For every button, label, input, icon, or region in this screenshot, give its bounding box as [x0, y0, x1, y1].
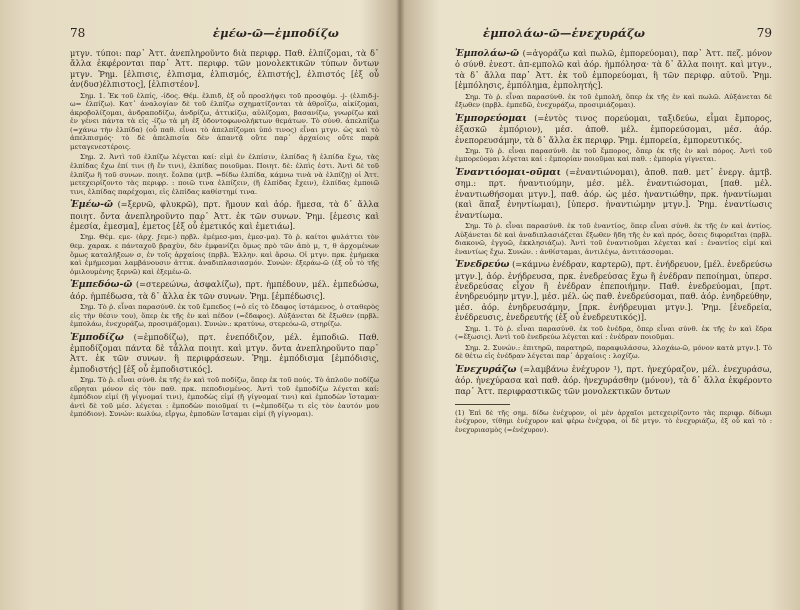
note-paragraph: Σημ. Τὸ ῥ. εἶναι παρασύνθ. ἐκ τοῦ ἐναντίος, ὅπερ εἶναι σύνθ. ἐκ τῆς ἐν καὶ ἀντίος. Αὐξάνεται δὲ καὶ ἀναδιπλασιάζεται ἔξωθεν ἤδη τῆς ἐν καὶ πρός, ὅσεις διφορεῖται (πρβλ. διακονῶ, ἐγγυῶ, ἐκκλησιάζω). Ἀντὶ τοῦ ἐναντιοῦμαι λέγεται καί : ἐναντίος εἰμί καὶ ἐναντίως ἔχω. Συνών. : ἀνθίσταμαι, ἀντιλέγω, ἀντιτάσσομαι.	[455, 222, 772, 256]
note-paragraph: Σημ. Τὸ ῥ. εἶναι σύνθ. ἐκ τῆς ἐν καὶ τοῦ ποδίζω, ὅπερ ἐκ τοῦ πούς. Τὸ ἁπλοῦν ποδίζω εὕρηται μόνον εἰς τὸν παθ. πρκ. πεποδισμένος. Ἀντὶ τοῦ ἐμποδίζω λέγεται καί: ἐμπόδιον εἰμί (ἢ γίγνομαί τινι), ἐμποδὼς εἰμί (ἢ γίγνομαί τινι) καὶ ἐμποδὼν ἵσταμαι· ἀντὶ δὲ τοῦ μέσ. λέγεται : ἐμποδὼν ποιοῦμαί τι (=ἐμποδίζω τι εἰς τὸν ἑαυτόν μου ἐμπόδιον). Συνών: κωλύω, εἴργω, ἐμποδὼν ἵσταμαι εἰμί (ἢ γίγνομαι).	[70, 376, 379, 419]
running-head: ἐμέω-ῶ—ἐμποδίζω	[212, 26, 339, 40]
note-paragraph: Σημ. 2. Ἀντὶ τοῦ ἐλπίζω λέγεται καί: εἰμὶ ἐν ἐλπίσιν, ἐλπίδας ἢ ἐλπίδα ἔχω, τὰς ἐλπίδας ἔχω ἐπί τινι (ἢ ἔν τινι), ἐλπίδας ποιοῦμαι. Ποιητ. δὲ: ἐλπὶς ἐστι. Ἀντὶ δὲ τοῦ ἐλπίζω ἢ τοῦ συνων. ποιητ. ἔολπα (μτβ. =δίδω ἐλπίδα, κάμνω τινὰ νὰ ἐλπίζῃ) οἱ Ἀττ. μετεχειρίζοντο τὰς περιφρ. : ποιῶ τινα ἐλπίζειν, (ἢ ἐλπίδας ἔχειν), ἐλπίδας ἐμποιῶ τινι, ἐλπίδας παρέχομαι, εἰς ἐλπίδας καθίστημί τινα.	[70, 153, 379, 196]
note-paragraph: Σημ. 1. Τὸ ῥ. εἶναι παρασύνθ. ἐκ τοῦ ἐνέδρα, ὅπερ εἶναι σύνθ. ἐκ τῆς ἐν καὶ ἕδρα (=ἔξωσις). Ἀντὶ τοῦ ἐνεδρεύω λέγεται καί : ἐνέδραν ποιοῦμαι.	[455, 324, 772, 342]
entry-continuation: μτγν. τύποι: παρ᾿ Ἀττ. ἀνεπληροῦντο διὰ περιφρ. Παθ. ἐλπίζομαι, τὰ δ᾿ ἄλλα ἐκφέρονται παρ᾿ Ἀττ. περιφρ. τῶν μονολεκτικῶν τύπων ὄντων μτγν. Ῥημ. [ἐλπισις, ἐλπισμα, ἐλπισμός, ἐλπιστής], ἐλπιστός [ἐξ οὗ ἀν(δυσ)έλπιστος], [ἐλπιστέον].	[70, 48, 379, 90]
page-header	[70, 26, 379, 40]
entry-text: (=ἐντὸς τινος πορεύομαι, ταξιδεύω, εἶμαι ἔμπορος, ἐξασκῶ ἐμπόριον), μέσ. ἀποθ. μέλ. ἐμπορεύσομαι, μέσ. ἀόρ. ἐνεπορευσάμην, τὰ δ᾿ ἄλλα ἐκ περιφρ. Ῥημ. ἐμπορεία, ἐμπορευτικός.	[455, 112, 773, 145]
page-header	[455, 26, 772, 40]
running-head: ἐμπολάω-ῶ—ἐνεχυράζω	[483, 26, 646, 40]
entry-text: (=κάμνω ἐνέδραν, καρτερῶ), πρτ. ἐνήδρευον, [μέλ. ἐνεδρεύσω μτγν.], ἀόρ. ἐνήδρευσα, πρκ. ἐνεδρεύσας ἔχω ἢ ἐνέδραν πεποίημαι, ὑπερσ. ἐνεδρεύσας εἶχον ἢ ἐνέδραν ἐπεποιήμην. Παθ. ἐνεδρεύομαι, [πρτ. ἐνηδρευόμην μτγν.], μέσ. μέλ. ὡς παθ. ἐνεδρεύσομαι, παθ. ἀόρ. ἐνηδρεύθην, μέσ. ἀόρ. ἐνηδρευσάμην, [πρκ. ἐνήδρευμαι μτγν.]. Ῥημ. [ἐνεδρεία, ἐνέδρευσις, ἐνεδρευτής (ἐξ οὗ ἐνεδρευτικός)].	[455, 259, 772, 323]
dictionary-entry	[70, 279, 379, 301]
dictionary-entry	[455, 167, 772, 220]
note-paragraph: Σημ. 1. Ἐκ τοῦ ἐλπίς, -ίδος. Θέμ. ἐλπιδ, ἐξ οὗ προσλήψει τοῦ προσφύμ. -j- (ἐλπιδ-j-ω= ἐλπίζω). Κατ᾿ ἀναλογίαν δὲ τοῦ ἐλπίζω σχηματίζονται τὰ ἀθροΐζω, αἰκίζομαι, ἀκροβολίζομαι, ἀνδραποδίζω, ἀνδρίζω, ἀττικίζω, αὐλίζομαι, βασανίζω, γνωρίζω καὶ ἐν γένει πάντα τὰ εἰς -ίζω τὰ μὴ ἐξ ὀδοντοφωνολήκτων θεμάτων. Τὸ σύνθ. ἀπελπίζω (=χάνω τὴν ἐλπίδα) (οὗ παθ. εἶναι τὸ ἀπελπίζομαι ὑπό τινος) εἶναι μτγν. ὡς καὶ τὸ ἀπελπισμός· τὸ δὲ ἀπελπισία δὲν ἀπαντᾷ οὔτε παρ᾿ ἀρχαίοις οὔτε παρὰ μεταγενεστέροις.	[70, 91, 379, 151]
note-paragraph: Σημ. Τὸ ῥ. εἶναι παρασύνθ. ἐκ τοῦ ἔμπορος, ὅπερ ἐκ τῆς ἐν καὶ πόρος. Ἀντὶ τοῦ ἐμπορεύομαι λέγεται καί : ἐμπορίαν ποιοῦμαι καὶ παθ. : ἐμπορία γίγνεται.	[455, 146, 772, 164]
entry-lemma: Ἐμπορεύομαι	[455, 112, 527, 124]
dictionary-entry	[70, 199, 379, 231]
dictionary-entry	[455, 48, 772, 91]
note-paragraph: Σημ. Τὸ ῥ. εἶναι παρασύνθ. ἐκ τοῦ ἔμπεδος (=ὁ εἰς τὸ ἔδαφος ἱστάμενος, ὁ σταθερὸς εἰς τὴν θέσιν του), ὅπερ ἐκ τῆς ἐν καὶ πέδον (=ἔδαφος). Αὐξάνεται δὲ ἔξωθεν (πρβλ. ἐμπολάω, ἐνεχυράζω, προσιμάζομαι). Συνών.: κρατύνω, στερεόω-ῶ, στηρίζω.	[70, 302, 379, 329]
footnote-rule	[455, 404, 510, 405]
page-number: 78	[70, 26, 86, 40]
dictionary-entry	[455, 113, 772, 145]
entry-lemma: Ἐμέω-ῶ	[70, 199, 113, 211]
right-page	[403, 0, 800, 610]
page-number: 79	[756, 26, 772, 40]
note-paragraph: Σημ. Θέμ. εμε- (ἀρχ. ϝεμε-) πρβλ. ἐμέμεσ-μαι, ἐμεσ-μα). Τὸ ῥ. καίτοι φυλάττει τὸν θεμ. χαρακ. ε πάνταχοῦ βραχὺν, δὲν ἐμφανίζει ὅμως πρὸ τῶν ἀπὸ μ, τ, θ ἀρχομένων ὅμως καταλήξεων σ, ἐν τοῖς ἀρχαίοις (πρβλ. Ἑλλην. καὶ ἄρσω. Οἱ μτγν. πρκ. ἐμήμεκα καὶ ἐμήμεσμαι λαμβάνουσιν ἀττικ. ἀναδιπλασιασμόν. Συνών: ἐξεράω-ῶ (ἐξ οὗ τὸ τῆς ὁμιλουμένης ξερνῶ) καὶ ἐξεμέω-ῶ.	[70, 233, 379, 276]
entry-text: (=ἐμποδίζω), πρτ. ἐνεπόδιζον, μέλ. ἐμποδιῶ. Παθ. ἐμποδίζομαι πάντα δὲ τἆλλα ποιητ. καὶ μτγν. ὄντα ἀνεπληροῦντο παρ᾿ Ἀττ. ἐκ τῶν συνων. ἢ περιφράσεων. Ῥημ. ἐμπόδισμα [ἐμπόδισις, ἐμποδιστής] [ἐξ οὗ ἐμποδιστικός].	[70, 331, 379, 374]
entry-lemma: Ἐμπολάω-ῶ	[455, 48, 520, 59]
entry-text: (=ἐναντιώνομαι), ἀποθ. παθ. μετ᾿ ἐνεργ. ἀμτβ. σημ.: πρτ. ἠναντιούμην, μέσ. μέλ. ἐναντιώσομαι, [παθ. μέλ. ἐναντιωθήσομαι μτγν.], παθ. ἀόρ. ὡς μέσ. ἠναντιώθην, πρκ. ἠναντίωμαι (καὶ ἅπαξ ἐνηντίωμαι), [ὑπερσ. ἠναντιώμην μτγν.]. Ῥημ. ἐναντίωσις ἐναντίωμα.	[455, 167, 772, 220]
note-paragraph: Σημ. Τὸ ῥ. εἶναι παρασύνθ. ἐκ τοῦ ἐμπολή, ὅπερ ἐκ τῆς ἐν καὶ πωλῶ. Αὐξάνεται δὲ ἔξωθεν (πρβλ. ἐμπεδῶ, ἐνεχυράζω, προσιμιάζομαι).	[455, 92, 772, 110]
entry-lemma: Ἐμποδίζω	[70, 331, 124, 343]
dictionary-entry	[455, 364, 772, 396]
entry-text: (=ἀγοράζω καὶ πωλῶ, ἐμπορεύομαι), παρ᾿ Ἀττ. πεζ. μόνον ὁ σύνθ. ἐνεστ. ἀπ-εμπολῶ καὶ ἀόρ. ἠμπόλησα· τὰ δ᾿ ἄλλα ποιητ. καὶ μτγν., τὰ δ᾿ ἄλλα παρ᾿ Ἀττ. ἐκ τοῦ ἐμπορεύομαι, ἢ τῶν περιφρ. αὐτοῦ. Ῥημ. [ἐμπόλησις, ἐμπόλημα, ἐμπολητής].	[455, 48, 772, 91]
entry-text: (=λαμβάνω ἐνέχυρον ¹), πρτ. ἠνεχύραζον, μέλ. ἐνεχυράσω, ἀόρ. ἠνεχύρασα καὶ παθ. ἀόρ. ἠνεχυράσθην (μόνον), τὰ δ᾿ ἄλλα ἐκφέροντο παρ᾿ Ἀττ. περιφραστικῶς τῶν μονολεκτικῶν ὄντων	[455, 363, 772, 396]
entry-text: (=ξερνῶ, φλυκρῶ), πρτ. ἤμουν καὶ ἀόρ. ἤμεσα, τὰ δ᾿ ἄλλα ποιητ. ὄντα ἀνεπληροῦντο παρ᾿ Ἀττ. ἐκ τῶν συνων. Ῥημ. [ἐμεσις καὶ ἐμεσία, ἐμεσμα], ἐμετος [ἐξ οὗ ἐμετικός καὶ ἐμετιάω].	[70, 199, 379, 231]
note-paragraph: Σημ. 2. Συνών.: ἐπιτηρῶ, παρατηρῶ, παραφυλάσσω, λλοχάω-ῶ, μόνον κατὰ μτγν.]. Τὸ δὲ θέτω εἰς ἐνέδραν λέγεται παρ᾿ ἀρχαίοις : λοχίζω.	[455, 343, 772, 361]
left-page	[0, 0, 397, 610]
entry-lemma: Ἐμπεδόω-ῶ	[70, 279, 133, 291]
entry-text: (=στερεώνω, ἀσφαλίζω), πρτ. ἠμπέδουν, μέλ. ἐμπεδώσω, ἀόρ. ἠμπέδωσα, τὰ δ᾿ ἄλλα ἐκ τῶν συνων. Ῥημ. [ἐμπέδωσις].	[70, 279, 379, 301]
entry-lemma: Ἐνεχυράζω	[455, 363, 517, 375]
entry-lemma: Ἐναντιόομαι-οῦμαι	[455, 167, 562, 179]
dictionary-entry	[70, 332, 379, 375]
entry-lemma: Ἐνεδρεύω	[455, 259, 510, 271]
dictionary-entry	[455, 259, 772, 322]
footnote: (1) Ἐπὶ δὲ τῆς σημ. δίδω ἐνέχυρον, οἱ μὲν ἀρχαῖοι μετεχειρίζοντο τὰς περιφρ. δίδωμι ἐνέχυρον, τίθημι ἐνέχυρον καὶ φέρω ἐνέχυρα, οἱ δὲ μτγν. τὸ ἐνεχυριάζω, ἐξ οὗ καὶ τὸ : ἐνεχυριασμὸς (=ἐνέχυρον).	[455, 409, 772, 434]
